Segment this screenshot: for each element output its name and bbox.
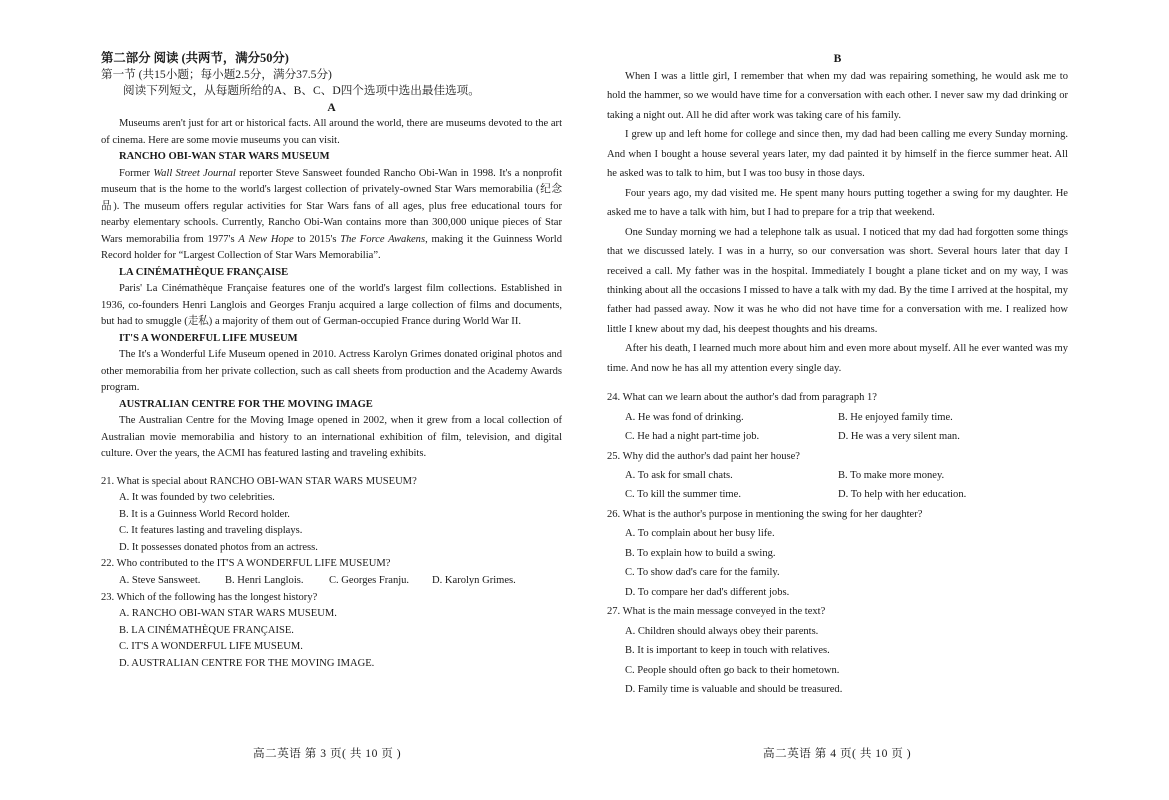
question-27	[607, 602, 1068, 699]
passage-b-paragraph: Four years ago, my dad visited me. He spent many hours putting together a swing for my daughter. He asked me to have a talk with him, but I had to prepare for a trip that weekend.	[607, 187, 1068, 219]
options-row	[101, 573, 562, 590]
option[interactable]: B. To make more money.	[838, 470, 945, 482]
passage-a-intro: Museums aren't just for art or historical facts. All around the world, there are museums devoted to the art of cinema. Here are some movie museums you can visit.	[101, 118, 562, 146]
subsection-title: 第一节 (共15小题；每小题2.5分，满分37.5分)	[101, 68, 332, 81]
option[interactable]: C. It features lasting and traveling displays.	[119, 525, 303, 537]
left-page	[101, 50, 562, 673]
option[interactable]: A. Steve Sansweet.	[119, 575, 201, 587]
museum-paragraph: The Australian Centre for the Moving Image opened in 2002, when it grew from a local collection of Australian movie memorabilia and history to an international exhibition of film, television, and digital culture. Over the years, the ACMI has featured lasting and traveling exhibits.	[101, 415, 562, 459]
option[interactable]: D. Family time is valuable and should be treasured.	[625, 683, 843, 695]
question-24	[607, 388, 1068, 446]
option[interactable]: C. IT'S A WONDERFUL LIFE MUSEUM.	[119, 641, 303, 653]
passage-b-paragraph: I grew up and left home for college and since then, my dad had been calling me every Sunday morning. And when I bought a house several years later, my dad painted it by himself in the fierce summer heat. All he asked was to talk to him, but I was too busy in those days.	[607, 129, 1068, 180]
museum-heading: AUSTRALIAN CENTRE FOR THE MOVING IMAGE	[119, 398, 373, 410]
option[interactable]: A. To complain about her busy life.	[625, 528, 775, 540]
museum-heading: RANCHO OBI-WAN STAR WARS MUSEUM	[119, 151, 330, 162]
question-text: 23. Which of the following has the longest history?	[101, 591, 318, 603]
option[interactable]: A. It was founded by two celebrities.	[119, 492, 275, 504]
option[interactable]: B. LA CINÉMATHÈQUE FRANÇAISE.	[119, 624, 294, 636]
option[interactable]: D. To help with her education.	[838, 489, 967, 501]
option[interactable]: C. To show dad's care for the family.	[625, 567, 780, 579]
passage-b-paragraph: After his death, I learned much more about him and even more about myself. All he ever wanted was my time. And now he has all my attention every single day.	[607, 343, 1068, 374]
question-text: 27. What is the main message conveyed in the text?	[607, 606, 826, 618]
page-footer-left: 高二英语 第 3 页( 共 10 页 )	[253, 747, 402, 760]
right-page	[607, 50, 1068, 699]
instruction: 阅读下列短文，从每题所给的A、B、C、D四个选项中选出最佳选项。	[123, 84, 480, 97]
museum-paragraph: The It's a Wonderful Life Museum opened in 2010. Actress Karolyn Grimes donated original photos and other memorabilia from her private collection, such as call sheets from production and the Academy Awards program.	[101, 349, 562, 393]
option[interactable]: A. To ask for small chats.	[625, 470, 733, 482]
option[interactable]: C. He had a night part-time job.	[625, 431, 760, 443]
question-text: 22. Who contributed to the IT'S A WONDERFUL LIFE MUSEUM?	[101, 558, 391, 570]
museum-heading: IT'S A WONDERFUL LIFE MUSEUM	[119, 332, 298, 344]
museum-heading: LA CINÉMATHÈQUE FRANÇAISE	[119, 266, 289, 278]
question-text: 26. What is the author's purpose in mentioning the swing for her daughter?	[607, 508, 923, 520]
option[interactable]: B. He enjoyed family time.	[838, 411, 953, 423]
option[interactable]: D. Karolyn Grimes.	[432, 575, 516, 587]
option[interactable]: C. People should often go back to their hometown.	[625, 664, 840, 676]
question-text: 24. What can we learn about the author's dad from paragraph 1?	[607, 392, 877, 404]
question-text: 21. What is special about RANCHO OBI-WAN STAR WARS MUSEUM?	[101, 475, 417, 487]
question-21	[101, 474, 562, 557]
question-25	[607, 447, 1068, 505]
museum-paragraph: Former Wall Street Journal reporter Steve Sansweet founded Rancho Obi-Wan in 1998. It's a nonprofit museum that is the home to the world's largest collection of privately-owned Star Wars memorabilia (纪念品). The museum offers regular activities for Star Wars fans of all ages, plus free educational tours for nearby elementary schools. Currently, Rancho Obi-Wan contains more than 300,000 unique pieces of Star Wars memorabilia from 1977's A New Hope to 2015's The Force Awakens, making it the Guinness World Record holder for “Largest Collection of Star Wars Memorabilia”.	[101, 167, 563, 261]
option[interactable]: D. It possesses donated photos from an actress.	[119, 541, 318, 553]
passage-label-a: A	[327, 101, 336, 114]
option[interactable]: B. It is important to keep in touch with relatives.	[625, 645, 830, 657]
option[interactable]: C. Georges Franju.	[329, 575, 410, 587]
question-26	[607, 505, 1068, 602]
option[interactable]: B. To explain how to build a swing.	[625, 547, 776, 559]
passage-b-paragraph: One Sunday morning we had a telephone talk as usual. I noticed that my dad had forgotten some things that we discussed lately. I was in a hurry, so our conversation was short. Several hours later that day I received a call. My father was in the hospital. Immediately I bought a plane ticket and on my way, I was thinking about all the occasions I missed to have a talk with my dad. By the time I arrived at the hospital, my father had passed away. Now it was he who did not have time for a conversation with me. I realized how little I knew about my dad, his deepest thoughts and his dreams.	[607, 226, 1068, 335]
section-title: 第二部分 阅读 (共两节，满分50分)	[101, 51, 289, 65]
options-row	[607, 466, 1068, 485]
question-text: 25. Why did the author's dad paint her house?	[607, 450, 800, 462]
option[interactable]: D. He was a very silent man.	[838, 431, 960, 443]
option[interactable]: B. It is a Guinness World Record holder.	[119, 508, 290, 520]
option[interactable]: C. To kill the summer time.	[625, 489, 741, 501]
passage-label-b: B	[833, 52, 842, 65]
question-22	[101, 556, 562, 589]
option[interactable]: A. RANCHO OBI-WAN STAR WARS MUSEUM.	[119, 608, 337, 620]
question-23	[101, 590, 562, 673]
option[interactable]: D. To compare her dad's different jobs.	[625, 586, 790, 598]
options-row	[607, 485, 1068, 504]
museum-paragraph: Paris' La Cinémathèque Française features one of the world's largest film collections. Established in 1936, co-founders Henri Langlois and Georges Franju acquired a large collection of films and documents, but had to smuggle (走私) a majority of them out of German-occupied France during World War II.	[101, 283, 562, 327]
page-footer-right: 高二英语 第 4 页( 共 10 页 )	[763, 747, 912, 760]
option[interactable]: A. He was fond of drinking.	[625, 411, 744, 423]
options-row	[607, 427, 1068, 446]
option[interactable]: D. AUSTRALIAN CENTRE FOR THE MOVING IMAGE.	[119, 658, 375, 670]
option[interactable]: B. Henri Langlois.	[225, 575, 304, 587]
options-row	[607, 408, 1068, 427]
option[interactable]: A. Children should always obey their parents.	[625, 625, 819, 637]
passage-b-paragraph: When I was a little girl, I remember that when my dad was repairing something, he would ask me to hold the hammer, so we would have time for a conversation with each other. I never saw my dad drinking or taking a night out. All he did after work was taking care of his family.	[607, 71, 1068, 121]
